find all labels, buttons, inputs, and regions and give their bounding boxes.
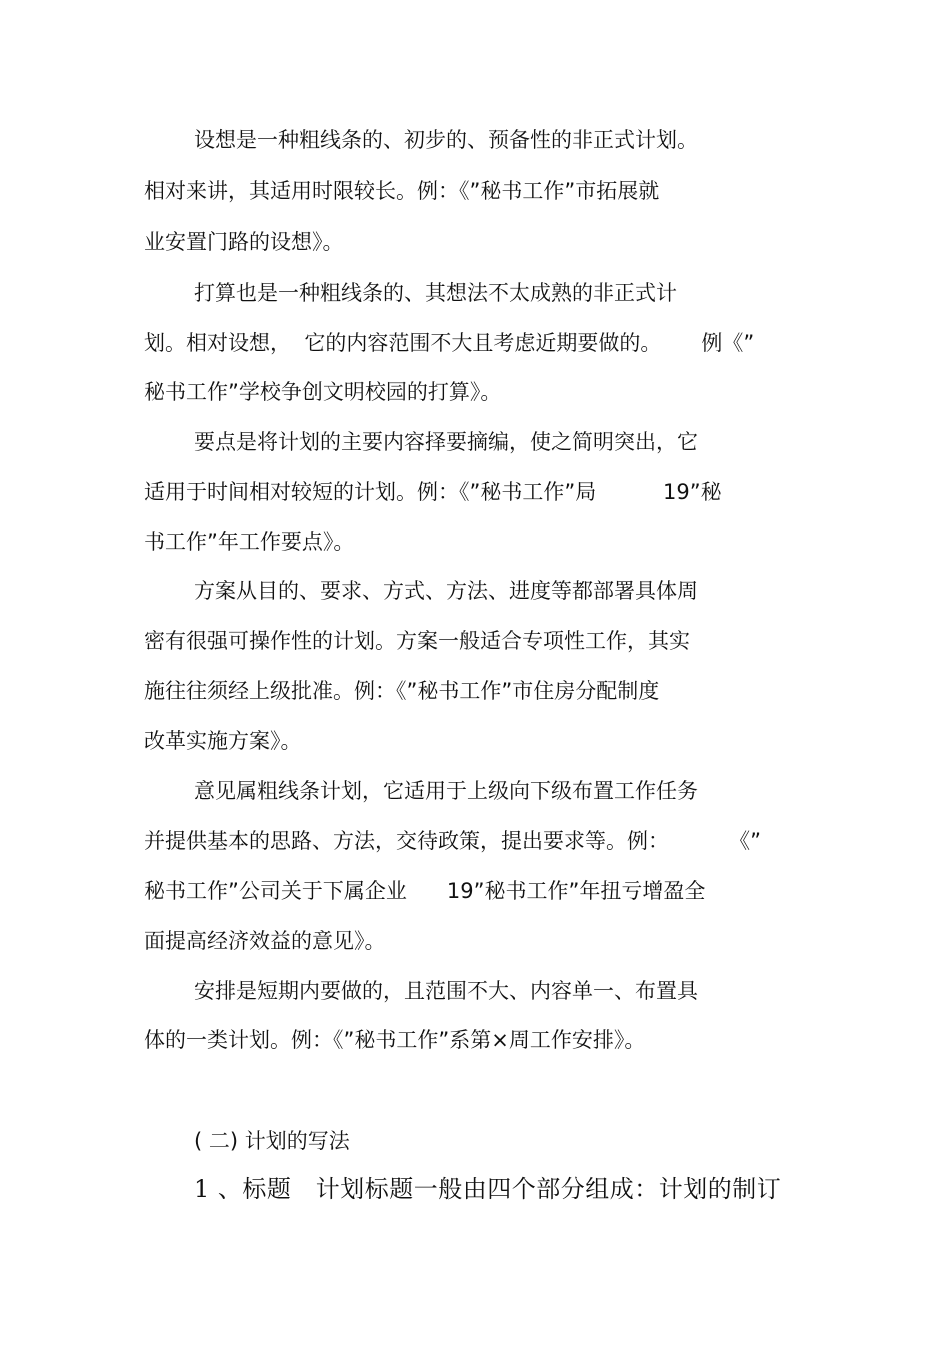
paragraph-6-line-2: 体的一类计划。例：《”秘书工作”系第×周工作安排》。 bbox=[144, 1028, 646, 1052]
paragraph-1-line-3: 业安置门路的设想》。 bbox=[144, 230, 344, 254]
paragraph-1-line-2: 相对来讲，其适用时限较长。例：《”秘书工作”市拓展就 bbox=[144, 179, 660, 203]
paragraph-5-line-1: 意见属粗线条计划，它适用于上级向下级布置工作任务 bbox=[194, 779, 698, 803]
paragraph-4-line-2: 密有很强可操作性的计划。方案一般适合专项性工作，其实 bbox=[144, 629, 690, 653]
paragraph-1-line-1: 设想是一种粗线条的、初步的、预备性的非正式计划。 bbox=[194, 128, 698, 152]
section-heading: ( 二) 计划的写法 bbox=[194, 1129, 350, 1153]
paragraph-2-line-3: 秘书工作”学校争创文明校园的打算》。 bbox=[144, 380, 502, 404]
paragraph-3-line-1: 要点是将计划的主要内容择要摘编，使之简明突出，它 bbox=[194, 430, 698, 454]
paragraph-4-line-4: 改革实施方案》。 bbox=[144, 729, 302, 753]
paragraph-4-line-3: 施往往须经上级批准。例：《”秘书工作”市住房分配制度 bbox=[144, 679, 660, 703]
paragraph-6-line-1: 安排是短期内要做的，且范围不大、内容单一、布置具 bbox=[194, 979, 698, 1003]
paragraph-3-line-3: 书工作”年工作要点》。 bbox=[144, 530, 355, 554]
paragraph-5-line-3: 秘书工作”公司关于下属企业 19”秘书工作”年扭亏增盈全 bbox=[144, 879, 706, 903]
item-1-title-line: 1 、标题 计划标题一般由四个部分组成：计划的制订 bbox=[194, 1175, 782, 1203]
paragraph-2-line-2: 划。相对设想， 它的内容范围不大且考虑近期要做的。 例《” bbox=[144, 331, 755, 355]
paragraph-5-line-4: 面提高经济效益的意见》。 bbox=[144, 929, 386, 953]
paragraph-3-line-2: 适用于时间相对较短的计划。例：《”秘书工作”局 19”秘 bbox=[144, 480, 722, 504]
paragraph-4-line-1: 方案从目的、要求、方式、方法、进度等都部署具体周 bbox=[194, 579, 698, 603]
paragraph-2-line-1: 打算也是一种粗线条的、其想法不太成熟的非正式计 bbox=[194, 281, 677, 305]
paragraph-5-line-2: 并提供基本的思路、方法，交待政策，提出要求等。例： 《” bbox=[144, 829, 761, 853]
